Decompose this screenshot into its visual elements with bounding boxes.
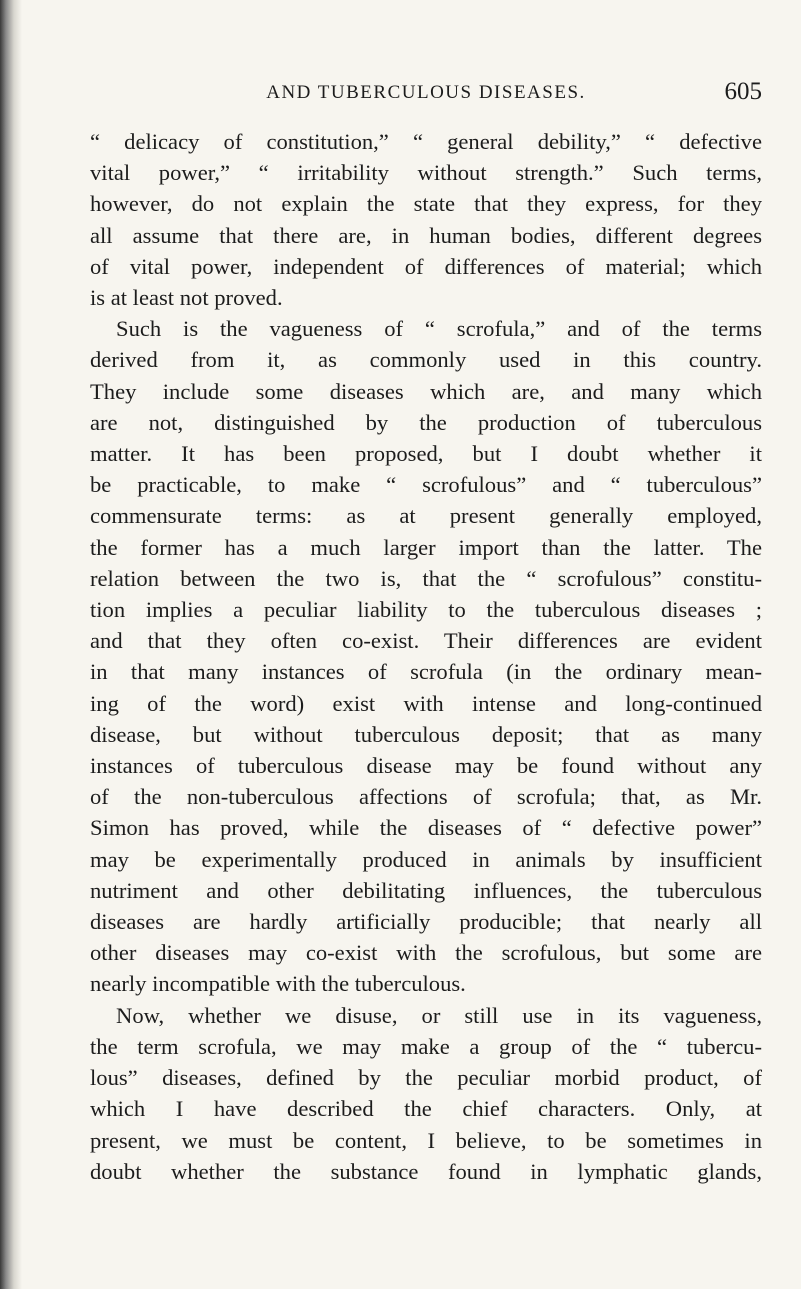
- text-line: other diseases may co-exist with the scrofulous, but some are: [90, 940, 762, 966]
- text-line: may be experimentally produced in animals by insufficient: [90, 846, 762, 872]
- text-line: commensurate terms: as at present generally employed,: [90, 503, 762, 529]
- page-number: 605: [724, 78, 762, 105]
- book-page: [90, 78, 762, 1187]
- text-line: in that many instances of scrofula (in the ordinary mean-: [90, 659, 762, 685]
- text-line: be practicable, to make “ scrofulous” and “ tuberculous”: [90, 472, 762, 498]
- text-line: all assume that there are, in human bodies, different degrees: [90, 222, 762, 248]
- text-line: vital power,” “ irritability without strength.” Such terms,: [90, 160, 762, 186]
- text-line: tion implies a peculiar liability to the tuberculous diseases ;: [90, 597, 762, 623]
- running-head: [90, 78, 762, 112]
- text-line: diseases are hardly artificially producible; that nearly all: [90, 909, 762, 935]
- paragraph-1: [90, 126, 762, 313]
- text-line: the former has a much larger import than the latter. The: [90, 534, 762, 560]
- text-line: and that they often co-exist. Their differences are evident: [90, 628, 762, 654]
- text-line: Such is the vagueness of “ scrofula,” and of the terms: [116, 316, 762, 342]
- paragraph-2: [90, 313, 762, 999]
- text-line: which I have described the chief characters. Only, at: [90, 1096, 762, 1122]
- text-line: present, we must be content, I believe, to be sometimes in: [90, 1127, 762, 1153]
- text-line: instances of tuberculous disease may be found without any: [90, 753, 762, 779]
- text-line: Now, whether we disuse, or still use in its vagueness,: [116, 1002, 762, 1028]
- text-line: of the non-tuberculous affections of scrofula; that, as Mr.: [90, 784, 762, 810]
- text-line: nearly incompatible with the tuberculous.: [90, 971, 466, 997]
- text-line: They include some diseases which are, and many which: [90, 378, 762, 404]
- text-line: relation between the two is, that the “ scrofulous” constitu-: [90, 565, 762, 591]
- paragraph-3: [90, 1000, 762, 1187]
- text-line: nutriment and other debilitating influences, the tuberculous: [90, 877, 762, 903]
- text-line: however, do not explain the state that they express, for they: [90, 191, 762, 217]
- text-line: the term scrofula, we may make a group of the “ tubercu-: [90, 1033, 762, 1059]
- binding-shadow: [0, 0, 22, 1289]
- text-line: “ delicacy of constitution,” “ general debility,” “ defective: [90, 129, 762, 154]
- text-line: derived from it, as commonly used in this country.: [90, 347, 762, 373]
- text-line: doubt whether the substance found in lymphatic glands,: [90, 1158, 762, 1184]
- text-line: lous” diseases, defined by the peculiar morbid product, of: [90, 1065, 762, 1091]
- text-line: Simon has proved, while the diseases of “ defective power”: [90, 815, 762, 841]
- text-line: of vital power, independent of differences of material; which: [90, 253, 762, 279]
- text-line: disease, but without tuberculous deposit; that as many: [90, 721, 762, 747]
- text-line: are not, distinguished by the production of tuberculous: [90, 409, 762, 435]
- text-line: ing of the word) exist with intense and long-continued: [90, 690, 762, 716]
- text-line: matter. It has been proposed, but I doubt whether it: [90, 441, 762, 467]
- text-line: is at least not proved.: [90, 285, 283, 311]
- running-title: AND TUBERCULOUS DISEASES.: [266, 82, 586, 103]
